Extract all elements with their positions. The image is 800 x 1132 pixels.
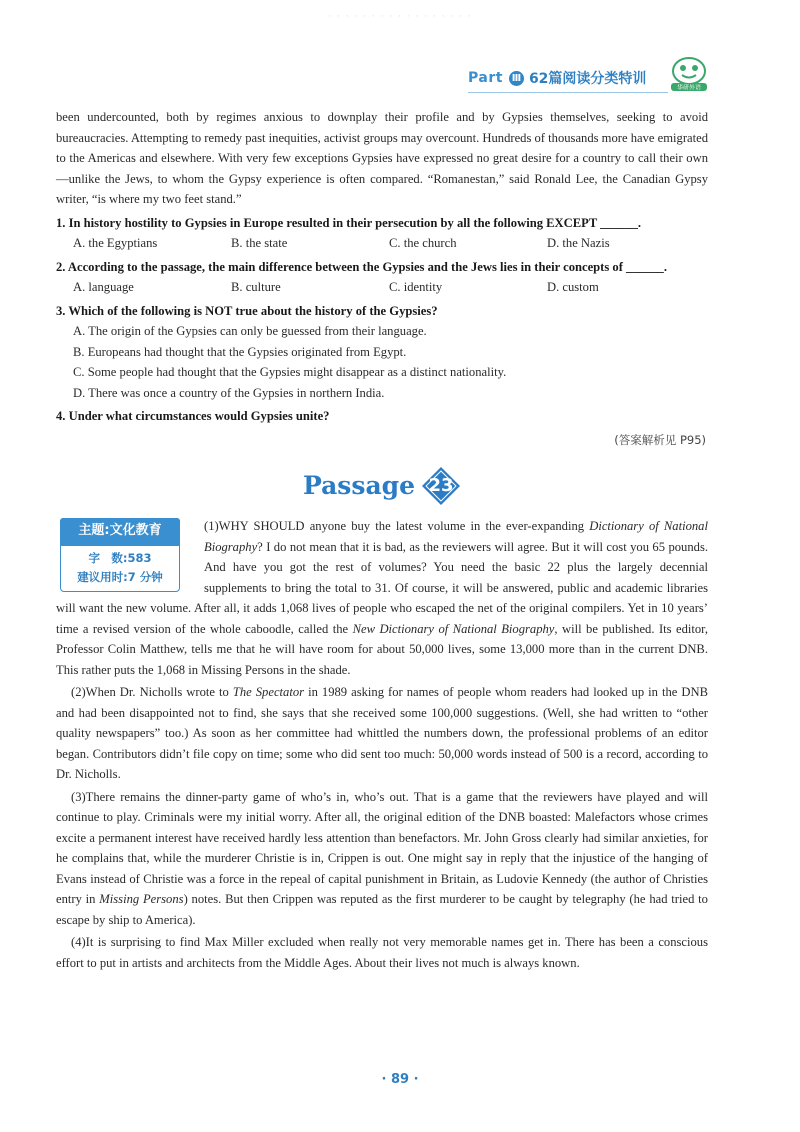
header-section-title: 62篇阅读分类特训 (528, 71, 647, 87)
question-3-option-a: A. The origin of the Gypsies can only be guessed from their language. (73, 324, 427, 338)
p2-italic-spectator: The Spectator (232, 685, 305, 699)
question-1-option-d: D. the Nazis (547, 236, 610, 250)
header-part-label: Part (468, 70, 503, 86)
p1-text-e: , will be published. Its editor, Professor Colin Matthew, tells me that he will have room for about 50,000 lives, some 13,000 more than in the current DNB. This rather puts the 1,068 in Missing Persons in the shade. (56, 621, 709, 677)
p3-text-c: ) notes. But then Crippen was reputed as the first murderer to be caught by telegraphy (he had tried to escape by ship to America). (56, 892, 708, 927)
question-2-options (56, 277, 708, 298)
p3-text-a: (3)There remains the dinner-party game of who’s in, who’s out. That is a game that the reviewers have played and will continue to play. Criminals were my initial worry. After all, the original edition of the DNB boasted: Malefactors whose crimes excite a permanent interest have received hardly less attention than benefactors. Mr. John Gross clearly had similar anxieties, for he complains that, while the murderer Christie is in, Crippen is out. One might say in reply that the injustice of the hanging of Evans instead of Christie was a force in the repeal of capital punishment in Britain, as Ludovie Kennedy (the author of Christies entry in (56, 789, 708, 906)
question-1-options (56, 233, 708, 254)
logo-text: 华研外语 (676, 84, 702, 92)
p1-text-c: ? I do not mean that it is bad, as the reviewers will agree. But it will cost you 65 pounds. And have you got the rest of volumes? You need the basic 22 plus the largely decennial supplements to bring the total to 31. Of course, it will be answered, public and academic libraries will want the new volume. After all, it adds 1,068 lives of people who escaped the net of the original compilers. Yet in 10 years’ time a revised version of the whole caboodle, called the (56, 539, 708, 636)
passage-title-word: Passage (302, 470, 416, 500)
question-1-option-b: B. the state (231, 236, 288, 250)
passage-number-badge (421, 466, 461, 506)
question-3-stem: 3. Which of the following is NOT true about the history of the Gypsies? (56, 303, 438, 318)
page-header (468, 60, 768, 96)
passage-number: 23 (428, 474, 454, 496)
question-2-option-c: C. identity (389, 280, 443, 294)
question-3-option-b: B. Europeans had thought that the Gypsies originated from Egypt. (73, 344, 407, 359)
p2-text-a: (2)When Dr. Nicholls wrote to (71, 685, 233, 699)
p1-italic-dnb: Dictionary of National Biography (204, 519, 708, 554)
publisher-logo-icon (668, 54, 710, 92)
passage-paragraph-3 (56, 787, 708, 931)
p1-italic-new-dnb: New Dictionary of National Biography (352, 621, 555, 636)
question-2-option-d: D. custom (547, 280, 599, 294)
question-2-option-a: A. language (73, 280, 134, 294)
question-3-option-d: D. There was once a country of the Gypsies in northern India. (73, 385, 385, 400)
question-2-option-b: B. culture (231, 280, 281, 294)
suggested-time: 建议用时:7 分钟 (77, 569, 163, 584)
header-divider (468, 92, 668, 93)
page-content (56, 107, 708, 973)
part-number-badge: Ⅲ (509, 71, 524, 86)
passage-body (56, 516, 708, 973)
passage-title (56, 466, 708, 506)
topic-info-box (60, 518, 180, 592)
p1-text-a: (1)WHY SHOULD anyone buy the latest volume in the ever-expanding (204, 519, 590, 533)
topic-head: 主题:文化教育 (60, 518, 180, 546)
faint-top-decoration: · · · · · · · · · · · · · · · · · (327, 10, 473, 22)
answer-reference: (答案解析见 P95) (614, 432, 706, 447)
previous-passage-text: been undercounted, both by regimes anxious to downplay their profile and by Gypsies themselves, seeking to avoid bureaucracies. Attempting to remedy past inequities, activist groups may overcount. Hundreds of thousands more have emigrated to the Americas and elsewhere. With very few exceptions Gypsies have expressed no great desire for a country to call their own—unlike the Jews, to whom the Gypsy experience is often compared. “Romanestan,” said Ronald Lee, the Canadian Gypsy writer, “is where my two feet stand.” (56, 110, 708, 206)
passage-paragraph-2 (56, 682, 708, 785)
question-1-option-c: C. the church (389, 236, 457, 250)
word-count: 字 数:583 (88, 550, 152, 565)
question-4-stem: 4. Under what circumstances would Gypsies unite? (56, 409, 330, 423)
passage-paragraph-4: (4)It is surprising to find Max Miller excluded when really not very memorable names get in. There has been a conscious effort to put in artists and architects from the Middle Ages. About their lives not much is always known. (56, 935, 708, 970)
question-2-stem: 2. According to the passage, the main difference between the Gypsies and the Jews lies in their concepts of ______. (56, 259, 667, 274)
question-3-option-c: C. Some people had thought that the Gypsies might disappear as a distinct nationality. (73, 365, 507, 379)
question-1-option-a: A. the Egyptians (73, 236, 158, 250)
p3-italic-missing-persons: Missing Persons (99, 892, 184, 906)
page-number: · 89 · (381, 1072, 419, 1087)
p2-text-c: in 1989 asking for names of people whom readers had looked up in the DNB and had been disappointed not to find, she says that she received some 100,000 suggestions. (Well, she had written to “other quality newspapers” too.) As soon as her committee had whittled the numbers down, the professional problems of an editor began. Contributors didn’t file copy on time; some who did sent too much: 50,000 words instead of 500 is a record, according to Dr. Nicholls. (56, 685, 709, 781)
question-1-stem: 1. In history hostility to Gypsies in Europe resulted in their persecution by all the following EXCEPT ______. (56, 215, 642, 230)
